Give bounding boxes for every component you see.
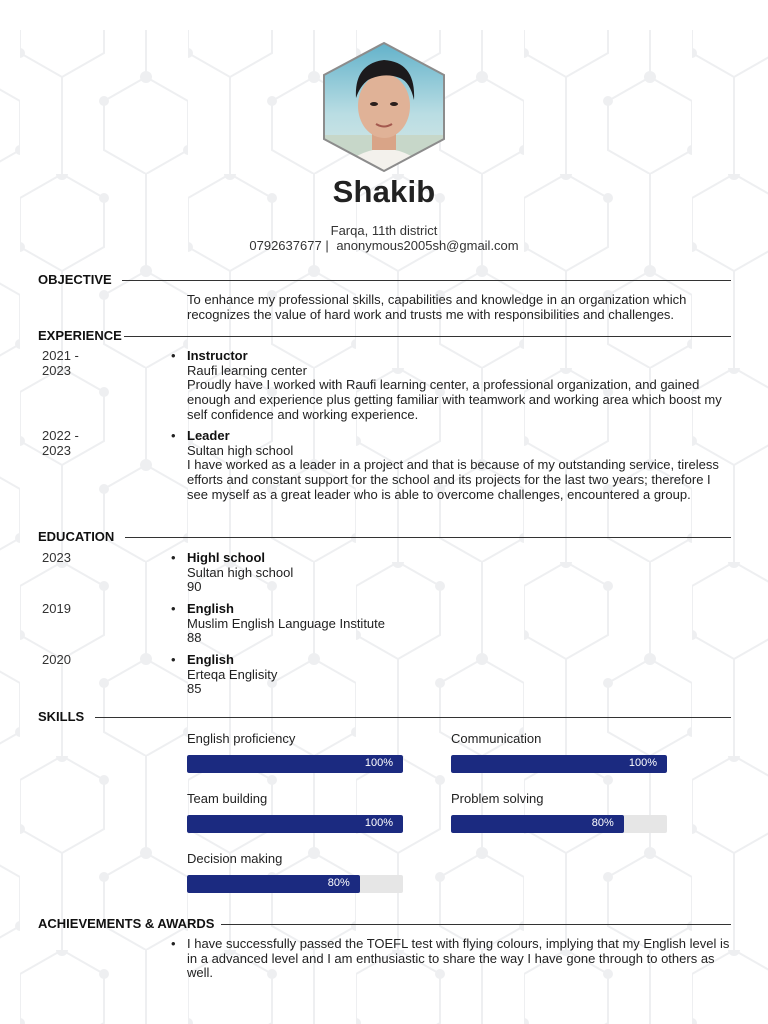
bullet-icon: • <box>171 348 176 363</box>
bullet-icon: • <box>171 601 176 616</box>
experience-title: Instructor <box>187 348 248 363</box>
experience-entry <box>171 348 732 423</box>
skill-bar-fill <box>187 875 360 893</box>
education-entry <box>171 601 732 646</box>
email-address: anonymous2005sh@gmail.com <box>336 238 519 253</box>
education-institution: Erteqa Englisity <box>187 666 278 682</box>
objective-text: To enhance my professional skills, capabilities and knowledge in an organization which recognizes the value of hard work and trusts me with responsibilities and challenges. <box>187 292 687 322</box>
experience-date: 2022 - 2023 <box>42 428 79 458</box>
education-score: 85 <box>187 681 202 697</box>
skill-bar-fill <box>187 755 403 773</box>
skill-bar-fill <box>451 815 624 833</box>
address: Farqa, 11th district <box>330 223 438 238</box>
education-date: 2023 <box>42 550 71 565</box>
section-divider <box>122 280 731 281</box>
skill-bar-fill <box>451 755 667 773</box>
skill-bar <box>187 875 403 893</box>
education-section-header <box>38 529 731 547</box>
education-institution: Muslim English Language Institute <box>187 615 386 631</box>
section-divider <box>125 537 731 538</box>
candidate-name: Shakib <box>332 174 436 209</box>
skill-percent: 80% <box>591 817 614 829</box>
section-title-experience: EXPERIENCE <box>38 328 122 343</box>
skill-percent: 100% <box>628 757 657 769</box>
contact-line <box>0 238 768 253</box>
skill-bar-fill <box>187 815 403 833</box>
section-divider <box>95 717 731 718</box>
skill-bar <box>451 815 667 833</box>
bullet-icon: • <box>171 550 176 565</box>
education-date: 2019 <box>42 601 71 616</box>
bullet-icon: • <box>171 652 176 667</box>
experience-date: 2021 - 2023 <box>42 348 79 378</box>
skill-percent: 100% <box>364 757 393 769</box>
education-title: Highl school <box>187 550 265 565</box>
section-divider <box>221 924 731 925</box>
bullet-icon: • <box>171 428 176 443</box>
achievements-section-header <box>38 916 731 934</box>
skill-name: Problem solving <box>451 791 544 806</box>
achievement-text: I have successfully passed the TOEFL test with flying colours, implying that my English level is in a advanced level and I am enthusiastic to share the way I have gone through to others as well. <box>187 936 730 981</box>
skill-name: English proficiency <box>187 731 296 746</box>
achievement-item <box>171 936 732 981</box>
skills-section-header <box>38 709 731 727</box>
section-title-education: EDUCATION <box>38 529 115 544</box>
education-entry <box>171 652 732 697</box>
education-title: English <box>187 652 234 667</box>
skill-name: Communication <box>451 731 542 746</box>
section-divider <box>124 336 731 337</box>
contact-separator: | <box>325 238 329 253</box>
experience-org: Raufi learning center <box>187 362 307 378</box>
section-title-objective: OBJECTIVE <box>38 272 112 287</box>
skill-bar <box>187 815 403 833</box>
experience-title: Leader <box>187 428 230 443</box>
bullet-icon: • <box>171 936 176 951</box>
experience-entry <box>171 428 732 503</box>
skill-bar <box>187 755 403 773</box>
education-date: 2020 <box>42 652 71 667</box>
education-entry <box>171 550 732 595</box>
education-score: 90 <box>187 579 202 595</box>
profile-photo <box>320 40 448 174</box>
education-title: English <box>187 601 234 616</box>
skill-percent: 100% <box>364 817 393 829</box>
section-title-skills: SKILLS <box>38 709 85 724</box>
phone-number: 0792637677 <box>249 238 322 253</box>
experience-org: Sultan high school <box>187 442 294 458</box>
experience-section-header <box>38 328 731 346</box>
skill-bar <box>451 755 667 773</box>
section-title-achievements: ACHIEVEMENTS & AWARDS <box>38 916 215 931</box>
skill-name: Decision making <box>187 851 283 866</box>
objective-section-header <box>38 272 731 290</box>
skill-name: Team building <box>187 791 268 806</box>
skill-percent: 80% <box>327 877 350 889</box>
education-institution: Sultan high school <box>187 564 294 580</box>
experience-description: Proudly have I worked with Raufi learning center, a professional organization, and gained enough and experience plus getting familiar with teamwork and working area which boost my self confidence and working experience. <box>187 377 722 422</box>
experience-description: I have worked as a leader in a project and that is because of my outstanding service, tireless efforts and constant support for the school and its projects for the last two years; therefore I see myself as a great leader who is able to overcome challenges, encountered a group. <box>187 457 719 502</box>
education-score: 88 <box>187 630 202 646</box>
